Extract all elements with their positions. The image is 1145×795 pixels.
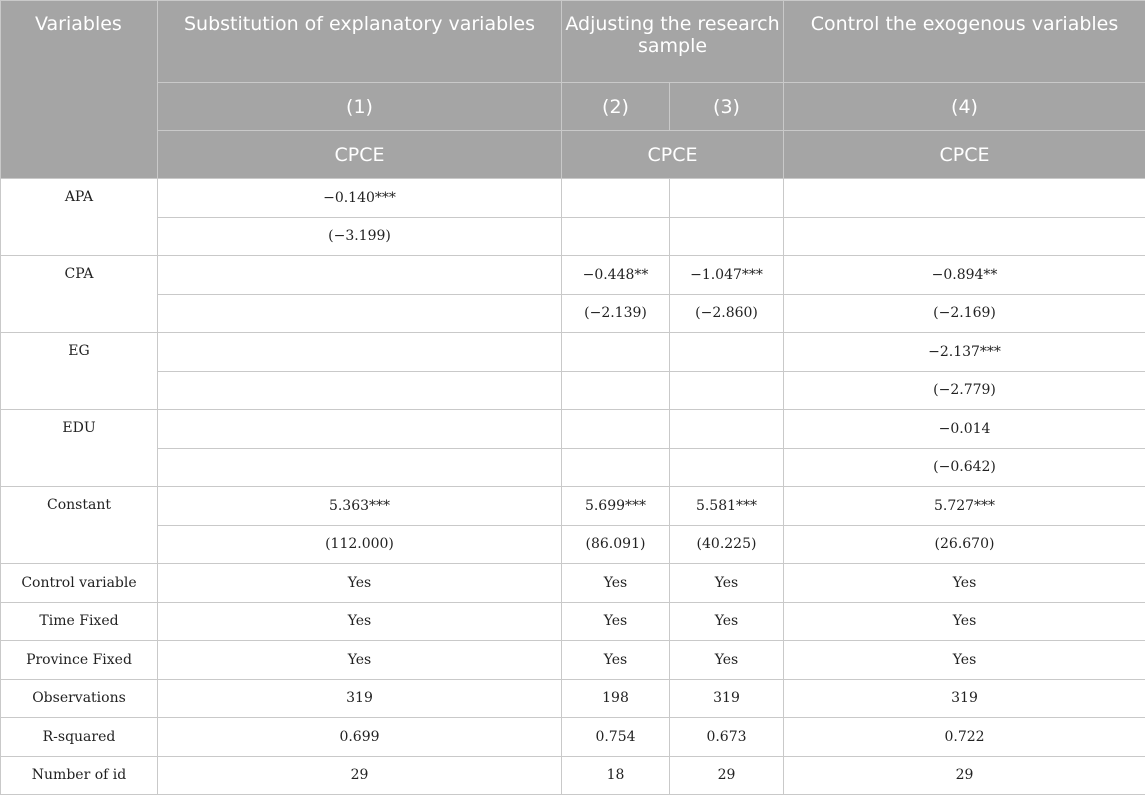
cell-eg-coef-3 <box>670 333 784 372</box>
cell-cpa-coef-2: −0.448** <box>562 256 670 295</box>
cell-apa-coef-2 <box>562 179 670 218</box>
cell-cpa-t-3: (−2.860) <box>670 294 784 333</box>
cell-r2-4: 0.722 <box>784 718 1145 757</box>
cell-cpa-t-2: (−2.139) <box>562 294 670 333</box>
row-label-edu: EDU <box>1 410 158 487</box>
cell-apa-coef-4 <box>784 179 1145 218</box>
cell-edu-t-4: (−0.642) <box>784 448 1145 487</box>
table-row <box>1 179 1145 218</box>
group-header-substitution: Substitution of explanatory variables <box>158 1 562 83</box>
cell-time-1: Yes <box>158 602 562 641</box>
cell-constant-t-2: (86.091) <box>562 525 670 564</box>
cell-time-2: Yes <box>562 602 670 641</box>
cell-nid-3: 29 <box>670 756 784 795</box>
table-row <box>1 487 1145 526</box>
dependent-variable-2: CPCE <box>562 131 784 179</box>
cell-control-1: Yes <box>158 564 562 603</box>
cell-edu-t-2 <box>562 448 670 487</box>
cell-cpa-coef-1 <box>158 256 562 295</box>
cell-apa-coef-3 <box>670 179 784 218</box>
cell-cpa-coef-3: −1.047*** <box>670 256 784 295</box>
table-row <box>1 641 1145 680</box>
cell-edu-coef-3 <box>670 410 784 449</box>
variables-header: Variables <box>1 1 158 179</box>
cell-eg-coef-4: −2.137*** <box>784 333 1145 372</box>
table-body <box>1 179 1145 795</box>
cell-constant-t-4: (26.670) <box>784 525 1145 564</box>
row-label-constant: Constant <box>1 487 158 564</box>
cell-r2-1: 0.699 <box>158 718 562 757</box>
table-row <box>1 525 1145 564</box>
cell-eg-t-3 <box>670 371 784 410</box>
cell-r2-3: 0.673 <box>670 718 784 757</box>
table-row <box>1 410 1145 449</box>
dependent-variable-3: CPCE <box>784 131 1145 179</box>
cell-constant-coef-1: 5.363*** <box>158 487 562 526</box>
cell-apa-t-3 <box>670 217 784 256</box>
dependent-variable-1: CPCE <box>158 131 562 179</box>
cell-eg-t-2 <box>562 371 670 410</box>
row-label-eg: EG <box>1 333 158 410</box>
cell-edu-t-3 <box>670 448 784 487</box>
cell-control-4: Yes <box>784 564 1145 603</box>
table-row <box>1 294 1145 333</box>
cell-time-3: Yes <box>670 602 784 641</box>
column-number-4: (4) <box>784 83 1145 131</box>
cell-control-3: Yes <box>670 564 784 603</box>
row-label-number-of-id: Number of id <box>1 756 158 795</box>
cell-apa-coef-1: −0.140*** <box>158 179 562 218</box>
cell-eg-coef-1 <box>158 333 562 372</box>
table-row <box>1 256 1145 295</box>
cell-time-4: Yes <box>784 602 1145 641</box>
group-header-adjusting: Adjusting the research sample <box>562 1 784 83</box>
cell-r2-2: 0.754 <box>562 718 670 757</box>
cell-edu-coef-4: −0.014 <box>784 410 1145 449</box>
cell-obs-2: 198 <box>562 679 670 718</box>
row-label-cpa: CPA <box>1 256 158 333</box>
cell-constant-t-1: (112.000) <box>158 525 562 564</box>
table-row <box>1 602 1145 641</box>
cell-province-2: Yes <box>562 641 670 680</box>
table-row <box>1 371 1145 410</box>
cell-control-2: Yes <box>562 564 670 603</box>
cell-constant-coef-3: 5.581*** <box>670 487 784 526</box>
cell-province-4: Yes <box>784 641 1145 680</box>
group-header-control: Control the exogenous variables <box>784 1 1145 83</box>
cell-constant-coef-4: 5.727*** <box>784 487 1145 526</box>
row-label-observations: Observations <box>1 679 158 718</box>
header-row-dependent <box>1 131 1145 179</box>
cell-cpa-t-1 <box>158 294 562 333</box>
cell-apa-t-4 <box>784 217 1145 256</box>
row-label-time: Time Fixed <box>1 602 158 641</box>
cell-cpa-t-4: (−2.169) <box>784 294 1145 333</box>
cell-edu-coef-1 <box>158 410 562 449</box>
table-row <box>1 217 1145 256</box>
cell-apa-t-2 <box>562 217 670 256</box>
cell-eg-t-1 <box>158 371 562 410</box>
header-row-groups <box>1 1 1145 83</box>
cell-eg-coef-2 <box>562 333 670 372</box>
cell-obs-1: 319 <box>158 679 562 718</box>
table-row <box>1 448 1145 487</box>
row-label-apa: APA <box>1 179 158 256</box>
table-row <box>1 756 1145 795</box>
cell-cpa-coef-4: −0.894** <box>784 256 1145 295</box>
cell-obs-3: 319 <box>670 679 784 718</box>
row-label-control: Control variable <box>1 564 158 603</box>
header-row-columns <box>1 83 1145 131</box>
cell-nid-2: 18 <box>562 756 670 795</box>
table-row <box>1 564 1145 603</box>
table-row <box>1 333 1145 372</box>
cell-province-3: Yes <box>670 641 784 680</box>
cell-nid-4: 29 <box>784 756 1145 795</box>
cell-constant-t-3: (40.225) <box>670 525 784 564</box>
row-label-province: Province Fixed <box>1 641 158 680</box>
column-number-1: (1) <box>158 83 562 131</box>
cell-nid-1: 29 <box>158 756 562 795</box>
cell-edu-coef-2 <box>562 410 670 449</box>
cell-obs-4: 319 <box>784 679 1145 718</box>
cell-edu-t-1 <box>158 448 562 487</box>
cell-eg-t-4: (−2.779) <box>784 371 1145 410</box>
cell-province-1: Yes <box>158 641 562 680</box>
column-number-3: (3) <box>670 83 784 131</box>
table-row <box>1 718 1145 757</box>
table-row <box>1 679 1145 718</box>
table-header <box>1 1 1145 179</box>
column-number-2: (2) <box>562 83 670 131</box>
row-label-r-squared: R-squared <box>1 718 158 757</box>
cell-constant-coef-2: 5.699*** <box>562 487 670 526</box>
cell-apa-t-1: (−3.199) <box>158 217 562 256</box>
